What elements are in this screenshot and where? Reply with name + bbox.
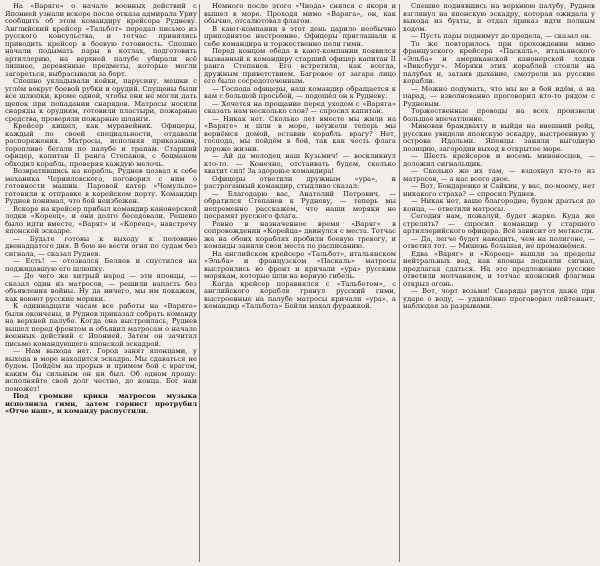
paragraph: — Вот, чорт возьми! Снаряды рвутся даже при ударе о воду, — удивлённо проговорил лейтенант, наблюдая за разрывами. [403, 287, 595, 310]
paragraph: — Да, легче будет наводить, чем на полигоне, — ответил тот. — Мишень большая, не промахнёмся. [403, 234, 595, 250]
paragraph: Возвратившись на корабль, Руднев позвал к себе механика Черниловского, поговорил с ним о готовности машин. Паровой катер «Чемульпо» готовили к отправке в корейском порту. Командир Руднев понимал, что бой неизбежен. [5, 167, 197, 205]
paragraph: — Никак нет, ваше благородие, будем драться до конца, — ответили матросы. [403, 197, 595, 213]
paragraph: — Хочется на прощание перед уходом с «Варяга» сказать нам несколько слов? — спросил капитан. [204, 99, 396, 115]
paragraph: Спешно укладывали койки, парусину, мешки с углём вокруг боевой рубки и орудий. Спущены были все шлюпки, кроме одной, чтобы они не могли дать щепок при попадании снарядов. Матросы носили снаряды к орудиям, готовили пластыри, пожарные средства, проверяли пожарные шланги. [5, 77, 197, 123]
paragraph: Офицеры ответили дружным «ура», и растроганный командир, стыдливо сказал: [204, 174, 396, 190]
column-divider [399, 4, 400, 562]
paragraph: К одиннадцати часам все работы на «Варяге» были окончены, и Руднев приказал собрать команду на верхней палубе. Когда она выстроилась, Руднев вышел перед фронтом и объявил матросам о начале военных действий с Японией. Затем он зачитал письмо командующего японской эскадрой. [5, 302, 197, 348]
text-column-2 [204, 3, 396, 563]
paragraph: Когда крейсер поравнялся с «Тальботом», с английского корабля грянул русский гимн, выстроенные на палубе матросы кричали «ура», а командир «Тальбота» Бейли махал фуражкой. [204, 279, 396, 310]
paragraph: На «Варяге» о начале военных действий с Японией узнали вскоре после отказа адмирала Уриу сообщить об этом командиру крейсера Рудневу. Английский крейсер «Тальбот» передал письмо из русского консульства, и тотчас принялись приводить крейсер в боевую готовность. Спешно начали подымать пары в котлах, подготовить артиллерию, на верхней палубе убирали всё лишнее, деревянные предметы, которые могли загореться, выбрасывали за борт. [5, 3, 197, 78]
paragraph: — Есть! — отозвался Беляев и спустился на поджидавшую его шлюпку. [5, 257, 197, 273]
paragraph: Ровно в назначенное время «Варяг» в сопровождении «Корейца» двинулся с места. Тотчас же на обоих кораблях пробили боевую тревогу, и команды заняли свои места по расписанию. [204, 219, 396, 250]
paragraph: Миновав брандвахту и выйдя на внешний рейд, русские увидели японскую эскадру, выстроенную у острова Идольми. Японцы заняли выгодную позицию, загородив выход в открытое море. [403, 122, 595, 153]
paragraph: — Будьте готовы к выходу к половине двенадцатого дня. В бою не вести огня по судам без сигнала, — сказал Руднев. [5, 234, 197, 258]
paragraph: Торжественные проводы на всех произвели большое впечатление. [403, 107, 595, 123]
paragraph: Перед концом обеда в кают-компании появился вызванный к командиру старший офицер капитан II ранга Степанов. Его встретили, как всегда, дружным приветствием. Багровое от загара лицо его было сосредоточенным. [204, 47, 396, 85]
paragraph: Спешно поднявшись на верхнюю палубу, Руднев взглянул на японскую эскадру, которая ожидала у выхода из бухты, и отдал приказ идти полным ходом. [403, 3, 595, 33]
paragraph: — Шесть крейсеров и восемь миноносцев, — доложил сигнальщик. [403, 152, 595, 168]
paragraph: — Сколько же их там, — вздохнул кто-то из матросов, — а нас всего двое. [403, 167, 595, 183]
paragraph: — Можно подумать, что мы не в бой идём, а на парад, — взволнованно проговорил кто-то рядом с Рудневым. [403, 84, 595, 108]
paragraph: Едва «Варяг» и «Кореец» вышли за пределы нейтральных вод, как японцы подняли сигнал, предлагая сдаться. На это предложение русские ответили молчанием, и тотчас японский флагман открыл огонь. [403, 249, 595, 288]
paragraph: Крейсер кишел, как муравейник. Офицеры, каждый по своей специальности, отдавали распоряжения. Матросы, исполняя приказания, торопливо бегали по палубе и трапам. Старший офицер, капитан II ранга Степанов, с боцманом обходил корабль, проверяя каждую мелочь. [5, 122, 197, 168]
text-column-1 [5, 3, 197, 563]
column-divider [199, 4, 200, 562]
paragraph: Вскоре на крейсер прибыл командир канонерской лодки «Кореец», и они долго беседовали. Решено было идти вместе, «Варяг» и «Кореец», навстречу японской эскадре. [5, 204, 197, 235]
paragraph: — Нам выхода нет. Город занят японцами, у выхода в море находится эскадра. Мы сдаваться не будем. Пойдём на прорыв и примем бой с врагом, каким бы сильным он ни был. Об одном прошу: исполняйте свой долг честно, до конца. Бог нам поможет! [5, 347, 197, 393]
paragraph: — Вот, Бондаренко и Сайкин, у вас, по-моему, нет никакого страха? — спросил Руднев. [403, 182, 595, 198]
paragraph: Сегодня нам, пожалуй, будет жарко. Куда же стрелять? — спросил командир у старшего артиллерийского офицера. Всё зависит от меткости. [403, 212, 595, 235]
paragraph: — Никак нет. Сколько лет вместе мы жили на «Варяге» и шли в море, неужели теперь мы вернёмся домой, оставив корабль врагу? Нет, господа, мы пойдём в бой, так как честь флага дороже жизни. [204, 114, 396, 153]
paragraph: В кают-компании в этот день царило необычно приподнятое настроение. Офицеры приглашали к себе командира и торжественно пели гимн. [204, 24, 396, 48]
paragraph: — До чего же хитрый народ — эти японцы, — сказал один из матросов, — решили напасть без объявления войны. Ну да ничего, мы им покажем, как воюют русские моряки. [5, 272, 197, 303]
paragraph: — Пусть пары поднимут до предела, — сказал он. [411, 32, 592, 40]
paragraph: На английском крейсере «Тальбот», итальянском «Эльба» и французском «Паскаль» матросы выстроились во фронт и кричали «ура» русским морякам, которые шли на верную гибель. [204, 249, 396, 280]
paragraph: — Благодарю вас, Анатолий Петрович, — обратился Степанов к Рудневу, — теперь мы непременно расскажем, что наши моряки не посрамят русского флага. [204, 189, 396, 220]
text-column-3 [403, 3, 595, 563]
paragraph: Немного после этого «Чиода» снялся с якоря и вышел в море. Проходя мимо «Варяга», он, как обычно, отсалютовал флагом. [204, 3, 396, 25]
paragraph: То же повторилось при прохождении мимо французского крейсера «Паскаль», итальянского «Эльба» и американской канонерской лодки «Виксбург». Моряки этих кораблей стояли на палубах и, затаив дыхание, смотрели на русские корабли. [403, 39, 595, 85]
paragraph: — Ай да молодец наш Кузьмич! — воскликнул кто-то. — Конечно, отстаивать будем, сколько хватит сил! За здоровье командира! [204, 152, 396, 175]
paragraph: — Господа офицеры, наш командир обращается к вам с большой просьбой, — подошёл он к Рудневу. [204, 84, 396, 100]
paragraph-closing: Под громкие крики матросов музыка исполнила гимн, затем горнист протрубил «Отче наш», и команду распустили. [5, 392, 197, 415]
